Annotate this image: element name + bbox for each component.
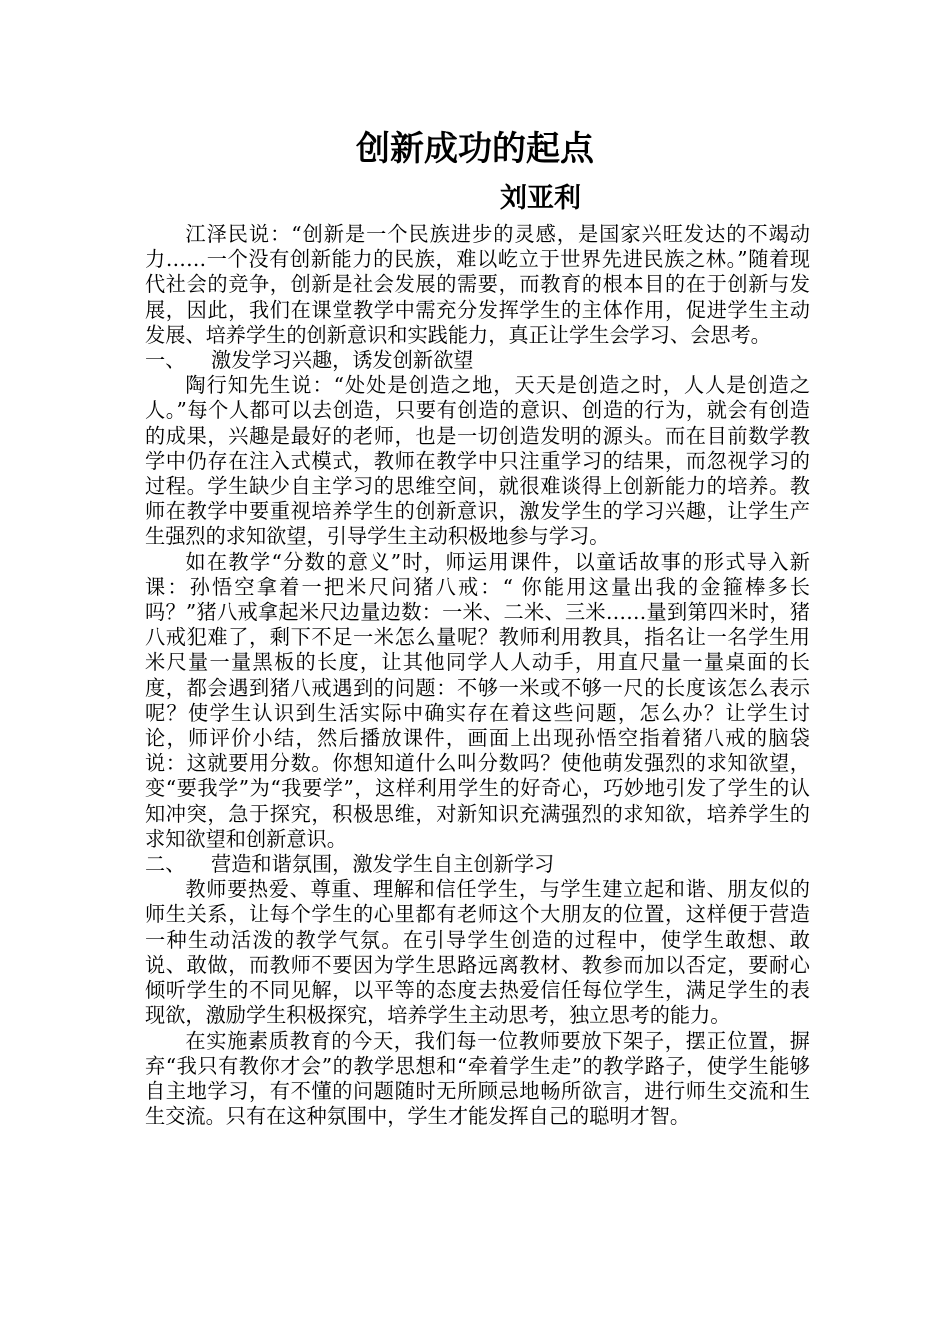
document-author: 刘亚利 — [500, 183, 581, 214]
document-title: 创新成功的起点 — [356, 129, 594, 169]
section-heading-2 — [145, 852, 810, 877]
section1-paragraph-1: 陶行知先生说：“处处是创造之地，天天是创造之时，人人是创造之人。”每个人都可以去创造，只要有创造的意识、创造的行为，就会有创造的成果，兴趣是最好的老师，也是一切创造发明的源头。而在目前数学教学中仍存在注入式模式，教师在教学中只注重学习的结果，而忽视学习的过程。学生缺少自主学习的思维空间，就很难谈得上创新能力的培养。教师在教学中要重视培养学生的创新意识，激发学生的学习兴趣，让学生产生强烈的求知欲望，引导学生主动积极地参与学习。 — [145, 373, 810, 549]
section2-paragraph-1: 教师要热爱、尊重、理解和信任学生，与学生建立起和谐、朋友似的师生关系，让每个学生的心里都有老师这个大朋友的位置，这样便于营造一种生动活泼的教学气氛。在引导学生创造的过程中，使学生敢想、敢说、敢做，而教师不要因为学生思路远离教材、教参而加以否定，要耐心倾听学生的不同见解，以平等的态度去热爱信任每位学生，满足学生的表现欲，激励学生积极探究，培养学生主动思考，独立思考的能力。 — [145, 877, 810, 1028]
document-body — [145, 222, 810, 1129]
section-number-1: 一、 — [145, 348, 186, 373]
section-number-2: 二、 — [145, 852, 186, 877]
section-title-2: 营造和谐氛围，激发学生自主创新学习 — [211, 852, 555, 877]
section-heading-1 — [145, 348, 810, 373]
section-title-1: 激发学习兴趣，诱发创新欲望 — [211, 348, 474, 373]
section2-paragraph-2: 在实施素质教育的今天，我们每一位教师要放下架子，摆正位置，摒弃“我只有教你才会”的教学思想和“牵着学生走”的教学路子，使学生能够自主地学习，有不懂的问题随时无所顾忌地畅所欲言，进行师生交流和生生交流。只有在这种氛围中，学生才能发挥自己的聪明才智。 — [145, 1028, 810, 1129]
section1-paragraph-2: 如在教学“分数的意义”时，师运用课件，以童话故事的形式导入新课：孙悟空拿着一把米尺问猪八戒：“ 你能用这量出我的金箍棒多长吗？”猪八戒拿起米尺边量边数：一米、二米、三米……量到第四米时，猪八戒犯难了，剩下不足一米怎么量呢？教师利用教具，指名让一名学生用米尺量一量黑板的长度，让其他同学人人动手，用直尺量一量桌面的长度，都会遇到猪八戒遇到的问题：不够一米或不够一尺的长度该怎么表示呢？使学生认识到生活实际中确实存在着这些问题，怎么办？让学生讨论，师评价小结，然后播放课件，画面上出现孙悟空指着猪八戒的脑袋说：这就要用分数。你想知道什么叫分数吗？使他萌发强烈的求知欲望，变“要我学”为“我要学”，这样利用学生的好奇心，巧妙地引发了学生的认知冲突，急于探究，积极思维，对新知识充满强烈的求知欲，培养学生的求知欲望和创新意识。 — [145, 549, 810, 851]
intro-paragraph: 江泽民说：“创新是一个民族进步的灵感，是国家兴旺发达的不竭动力……一个没有创新能力的民族，难以屹立于世界先进民族之林。”随着现代社会的竞争，创新是社会发展的需要，而教育的根本目的在于创新与发展，因此，我们在课堂教学中需充分发挥学生的主体作用，促进学生主动发展、培养学生的创新意识和实践能力，真正让学生会学习、会思考。 — [145, 222, 810, 347]
